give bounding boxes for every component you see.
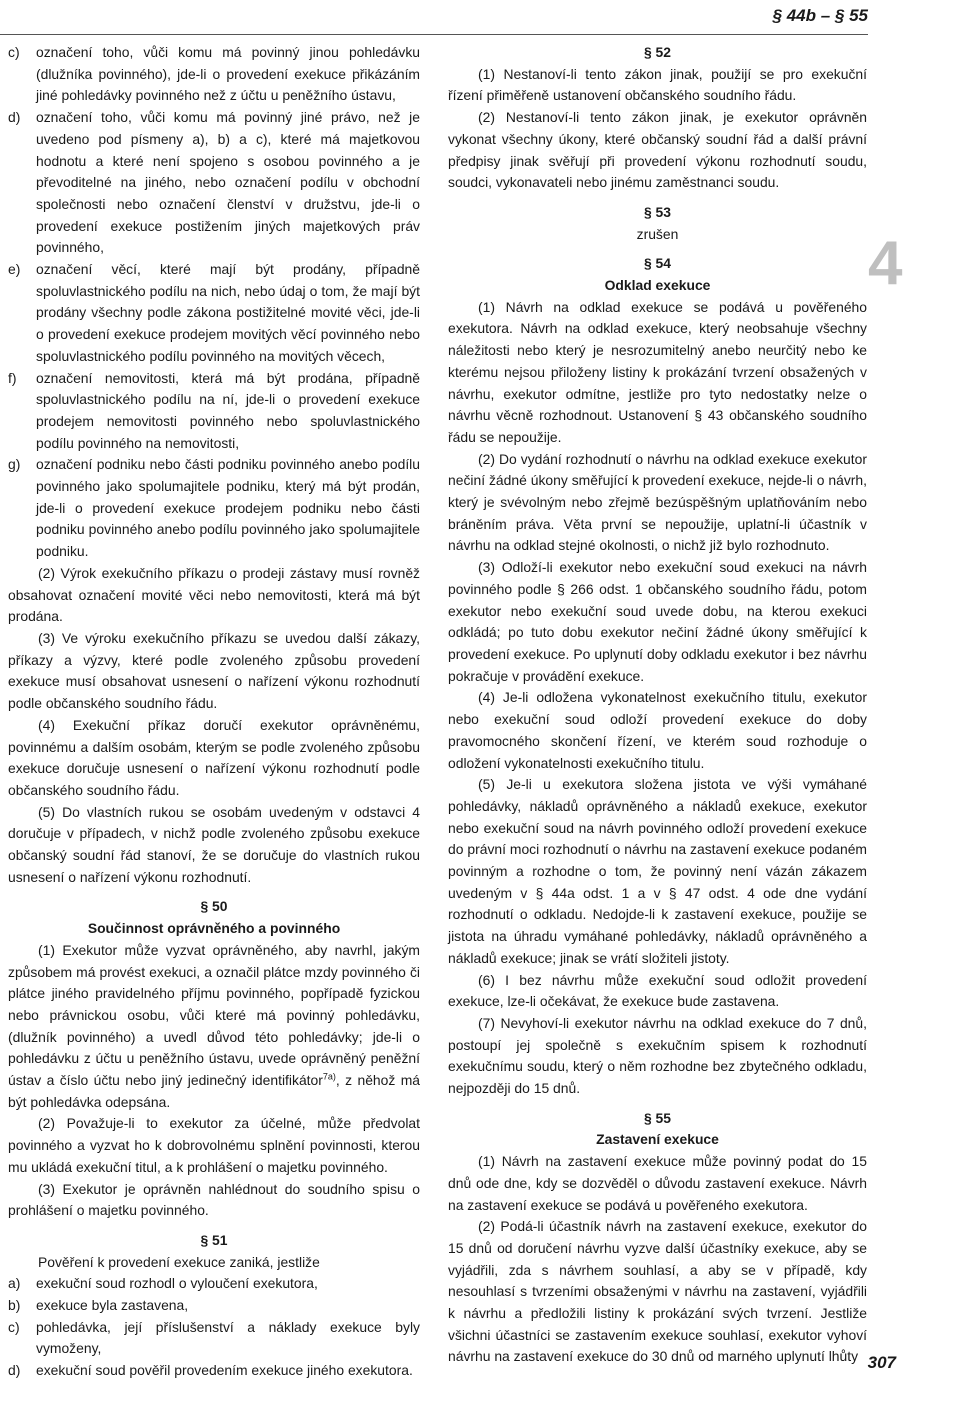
section-55-paragraph: (2) Podá-li účastník návrh na zastavení exekuce, exekutor do 15 dnů od doručení návrhu vyzve další účastníky exekuce, aby se vyjádřili, zda s návrhem souhlasí, a aby se v případě, kdy nesouhlasí s tvrzeními obsaženými v návrhu na zastavení, vyjádřili k návrhu a předložili listiny k prokázání svých tvrzení. Jestliže všichni účastníci se zastavením exekuce souhlasí, exekutor vyhoví návrhu na zastavení exekuce do 30 dnů od marného uplynutí lhůty [448, 1218, 867, 1365]
running-header: § 44b – § 55 [772, 6, 868, 25]
footnote-ref: 7a) [322, 1071, 336, 1082]
list-item-label: c) [8, 44, 20, 60]
list-item-label: b) [8, 1297, 21, 1314]
list-item [8, 368, 420, 455]
section-53-number: § 53 [643, 203, 672, 220]
list-item-label: d) [8, 109, 21, 126]
list-item-label: c) [8, 1318, 20, 1335]
section-55-paragraph: (1) Návrh na zastavení exekuce může povinný podat do 15 dnů ode dne, kdy se dozvěděl o důvodu zastavení exekuce. Návrh na zastavení exekuce se podává u pověřeného exekutora. [448, 1153, 867, 1213]
paragraph: (5) Do vlastních rukou se osobám uvedeným v odstavci 4 doručuje v případech, v nichž podle zvoleného způsobu exekuce občanský soudní řád stanoví, že se doručuje do vlastních rukou usnesení o nařízení výkonu rozhodnutí. [8, 803, 420, 885]
list-item-label: f) [8, 369, 17, 386]
list-item [8, 1273, 420, 1295]
list-item-text: pohledávka, její příslušenství a náklady exekuce byly vymoženy, [36, 1318, 420, 1357]
section-52-paragraph: (2) Nestanoví-li tento zákon jinak, je exekutor oprávněn vykonat všechny úkony, které občanský soudní řád a další právní předpisy jinak svěřují při provedení výkonu rozhodnutí soudu, soudci, vykonavateli nebo jinému zaměstnanci soudu. [448, 109, 867, 191]
list-item-text: exekuční soud pověřil provedením exekuce jiného exekutora. [36, 1362, 413, 1379]
page-number: 307 [867, 1353, 896, 1372]
section-54-number: § 54 [643, 255, 672, 272]
section-54-paragraph: (2) Do vydání rozhodnutí o návrhu na odklad exekuce exekutor nečiní žádné úkony směřující k provedení exekuce, nejde-li o návrh, který je svévolným nebo zřejmě bezúspěšným uplatňováním nebo bráněním práva. Věta první se nepoužije, uplatní-li účastník v návrhu na odklad stejné okolnosti, o nichž již bylo rozhodnuto. [448, 450, 867, 554]
paragraph: (3) Ve výroku exekučního příkazu se uvedou další zákazy, příkazy a výzvy, které podle zvoleného způsobu provedení exekuce musí obsahovat usnesení o nařízení výkonu rozhodnutí podle občanského soudního řádu. [8, 629, 420, 712]
list-item-label: g) [8, 456, 21, 473]
section-51-number: § 51 [200, 1231, 228, 1248]
list-item [8, 1295, 420, 1317]
list-item [8, 454, 420, 563]
section-54-paragraph: (5) Je-li u exekutora složena jistota ve výši vymáhané pohledávky, nákladů oprávněného a nákladů exekuce, exekutor nebo exekuční soud na návrh povinného odloží provedení exekuce do právní moci rozhodnutí o návrhu na zastavení exekuce podaném povinným a rozhodne o tom, že povinný není vázán zákazem uvedeným v § 44a odst. 1 a v § 47 odst. 4 ode dne vydání rozhodnutí o odkladu. Nedojde-li k zastavení exekuce, použije se jistota na úhradu vymáhané pohledávky, nákladů oprávněného a nákladů exekuce; jinak se vrátí složiteli jistoty. [448, 776, 867, 966]
section-52-paragraph: (1) Nestanoví-li tento zákon jinak, použijí se pro exekuční řízení přiměřeně ustanovení občanského soudního řádu. [448, 65, 867, 104]
section-50-paragraph-3: (3) Exekutor je oprávněn nahlédnout do soudního spisu o prohlášení o majetku povinného. [8, 1180, 420, 1219]
section-51-intro: Pověření k provedení exekuce zaniká, jestliže [38, 1253, 320, 1270]
list-item-label: e) [8, 261, 21, 278]
section-50-number: § 50 [200, 898, 228, 915]
list-item-text: exekuce byla zastavena, [36, 1297, 189, 1314]
section-50-title: Součinnost oprávněného a povinného [87, 920, 341, 937]
list-item-text: označení věcí, které mají být prodány, případně spoluvlastnického podílu na nich, nebo údaj o tom, že mají být prodány všechny podle zákona postižitelné movité věci, jde-li o provedení exekuce prodejem movitých věcí povinného nebo spoluvlastnického podílu povinného na movitých věcech, [36, 261, 420, 364]
section-54-title: Odklad exekuce [604, 277, 711, 294]
section-54-paragraph: (1) Návrh na odklad exekuce se podává u pověřeného exekutora. Návrh na odklad exekuce, který neobsahuje všechny náležitosti nebo který je nesrozumitelný anebo neurčitý nebo ke kterému nejsou přiloženy listiny k prokázání tvrzení obsažených v návrhu, exekutor odmítne, jestliže pro tyto nedostatky nelze o návrhu věcně rozhodnout. Ustanovení § 43 občanského soudního řádu se nepoužije. [448, 298, 867, 445]
section-54-paragraph: (7) Nevyhoví-li exekutor návrhu na odklad exekuce do 7 dnů, postoupí jej společně s exekučním spisem k rozhodnutí exekučnímu soudu, který o něm rozhodne bez zbytečného odkladu, nejpozději do 15 dnů. [448, 1014, 867, 1097]
list-item-label: a) [8, 1275, 21, 1292]
right-column [448, 42, 867, 1368]
section-52-number: § 52 [643, 44, 672, 60]
list-item-text: označení nemovitosti, která má být prodána, případně spoluvlastnického podílu na ní, jde-li o provedení exekuce prodejem nemovitosti povinného nebo spoluvlastnického podílu povinného na nemovitosti, [36, 369, 420, 451]
chapter-thumb-number: 4 [868, 229, 903, 298]
section-53-text: zrušen [636, 225, 679, 242]
list-item [8, 107, 420, 259]
header-rule [0, 34, 868, 35]
list-item-text: označení podniku nebo části podniku povinného anebo podílu povinného jako spolumajitele podniku, který má být prodán, jde-li o provedení exekuce prodejem podniku nebo části podniku povinného anebo podílu povinného jako spolumajitele podniku. [36, 456, 420, 560]
list-item [8, 1360, 420, 1382]
section-55-title: Zastavení exekuce [596, 1131, 719, 1148]
list-item-text: označení toho, vůči komu má povinný jiné právo, než je uvedeno pod písmeny a), b) a c), které má majetkovou hodnotu a které není spojeno s osobou povinného a je převoditelné na jiného, nebo označení podílu v obchodní společnosti nebo označení členství v družstvu, jde-li o provedení exekuce postižením jiných majetkových práv povinného, [36, 109, 420, 256]
paragraph: (4) Exekuční příkaz doručí exekutor oprávněnému, povinnému a dalším osobám, kterým se podle zvoleného způsobu exekuce doručuje usnesení o nařízení výkonu rozhodnutí podle občanského soudního řádu. [8, 716, 420, 798]
list-item-label: d) [8, 1362, 21, 1379]
list-item [8, 1317, 420, 1360]
section-54-paragraph: (6) I bez návrhu může exekuční soud odložit provedení exekuce, lze-li očekávat, že exekuce bude zastavena. [448, 971, 867, 1010]
list-item-text: exekuční soud rozhodl o vyloučení exekutora, [36, 1275, 318, 1292]
list-item-text: označení toho, vůči komu má povinný jinou pohledávku (dlužníka povinného), jde-li o provedení exekuce přikázáním jiné pohledávky povinného než z účtu u peněžního ústavu, [36, 44, 420, 104]
section-54-paragraph: (4) Je-li odložena vykonatelnost exekučního titulu, exekutor nebo exekuční soud odloží provedení exekuce do doby pravomocného skončení řízení, ve kterém soud rozhoduje o odložení vykonatelnosti exekučního titulu. [448, 689, 867, 771]
section-50-paragraph-2: (2) Považuje-li to exekutor za účelné, může předvolat povinného a vyzvat ho k dobrovolnému splnění povinnosti, kterou mu ukládá exekuční titul, a k prohlášení o majetku povinného. [8, 1115, 420, 1175]
section-54-paragraph: (3) Odloží-li exekutor nebo exekuční soud exekuci na návrh povinného podle § 266 odst. 1 občanského soudního řádu, potom exekutor nebo exekuční soud uvede dobu, na kterou exekuci odkládá; po tuto dobu exekutor nečiní žádné úkony směřující k provedení exekuce. Po uplynutí doby odkladu exekutor i bez návrhu pokračuje v provádění exekuce. [448, 559, 867, 684]
list-item [8, 259, 420, 368]
section-55-number: § 55 [643, 1109, 672, 1126]
list-item [8, 42, 420, 107]
section-50-paragraph-1: (1) Exekutor může vyzvat oprávněného, aby navrhl, jakým způsobem má provést exekuci, a označil plátce mzdy povinného či plátce jiného pravidelného příjmu povinného, popřípadě fyzickou nebo právnickou osobu, vůči které má povinný pohledávku, (dlužník povinného) a uvedl důvod této pohledávky; jde-li o pohledávku z účtu u peněžního ústavu, uvede oprávněný peněžní ústav a číslo účtu nebo jiný jedinečný identifikátor$^{7a)}$, z něhož má být pohledávka odepsána. [8, 941, 420, 1110]
paragraph: (2) Výrok exekučního příkazu o prodeji zástavy musí rovněž obsahovat označení movité věci nebo nemovitosti, která má být prodána. [8, 564, 420, 625]
left-column [8, 42, 420, 1382]
